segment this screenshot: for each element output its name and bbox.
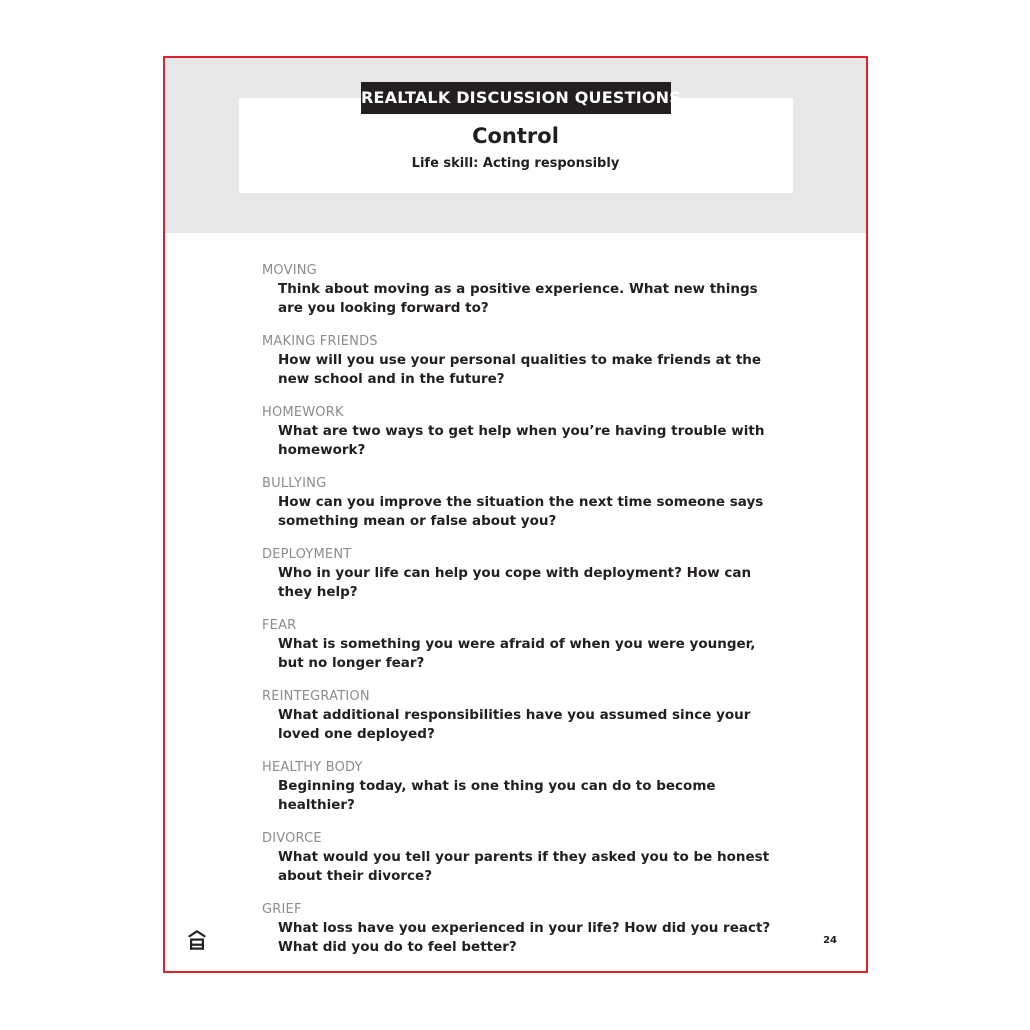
question-topic: HEALTHY BODY [262, 760, 363, 775]
question-text: How will you use your personal qualities to make friends at the new school and in the future? [278, 352, 762, 387]
question-topic: MAKING FRIENDS [262, 334, 378, 349]
list-item [262, 262, 782, 317]
page-subtitle: Life skill: Acting responsibly [411, 156, 620, 171]
question-text: What loss have you experienced in your life? How did you react? What did you do to feel better? [278, 920, 771, 955]
question-text: What additional responsibilities have you assumed since your loved one deployed? [278, 707, 751, 742]
list-item [262, 404, 782, 459]
question-topic: REINTEGRATION [262, 689, 370, 704]
list-item [262, 759, 782, 814]
page-title: Control [472, 124, 559, 148]
question-topic: DEPLOYMENT [262, 547, 352, 562]
question-topic: FEAR [262, 618, 297, 633]
list-item [262, 688, 782, 743]
section-banner: REALTALK DISCUSSION QUESTIONS [361, 82, 671, 114]
document-page [163, 56, 868, 973]
list-item [262, 546, 782, 601]
question-topic: DIVORCE [262, 831, 322, 846]
question-list [262, 262, 782, 972]
question-text: What would you tell your parents if they asked you to be honest about their divorce? [278, 849, 770, 884]
question-text: Who in your life can help you cope with deployment? How can they help? [278, 565, 752, 600]
home-icon [187, 929, 207, 951]
list-item [262, 333, 782, 388]
list-item [262, 475, 782, 530]
list-item [262, 830, 782, 885]
question-topic: HOMEWORK [262, 405, 344, 420]
question-text: What are two ways to get help when you’re having trouble with homework? [278, 423, 765, 458]
page-number: 24 [823, 935, 837, 946]
question-text: What is something you were afraid of when you were younger, but no longer fear? [278, 636, 756, 671]
question-text: Think about moving as a positive experience. What new things are you looking forward to? [278, 281, 758, 316]
question-topic: GRIEF [262, 902, 302, 917]
question-topic: BULLYING [262, 476, 327, 491]
list-item [262, 901, 782, 956]
question-topic: MOVING [262, 263, 317, 278]
list-item [262, 617, 782, 672]
question-text: How can you improve the situation the next time someone says something mean or false about you? [278, 494, 764, 529]
question-text: Beginning today, what is one thing you can do to become healthier? [278, 778, 716, 813]
